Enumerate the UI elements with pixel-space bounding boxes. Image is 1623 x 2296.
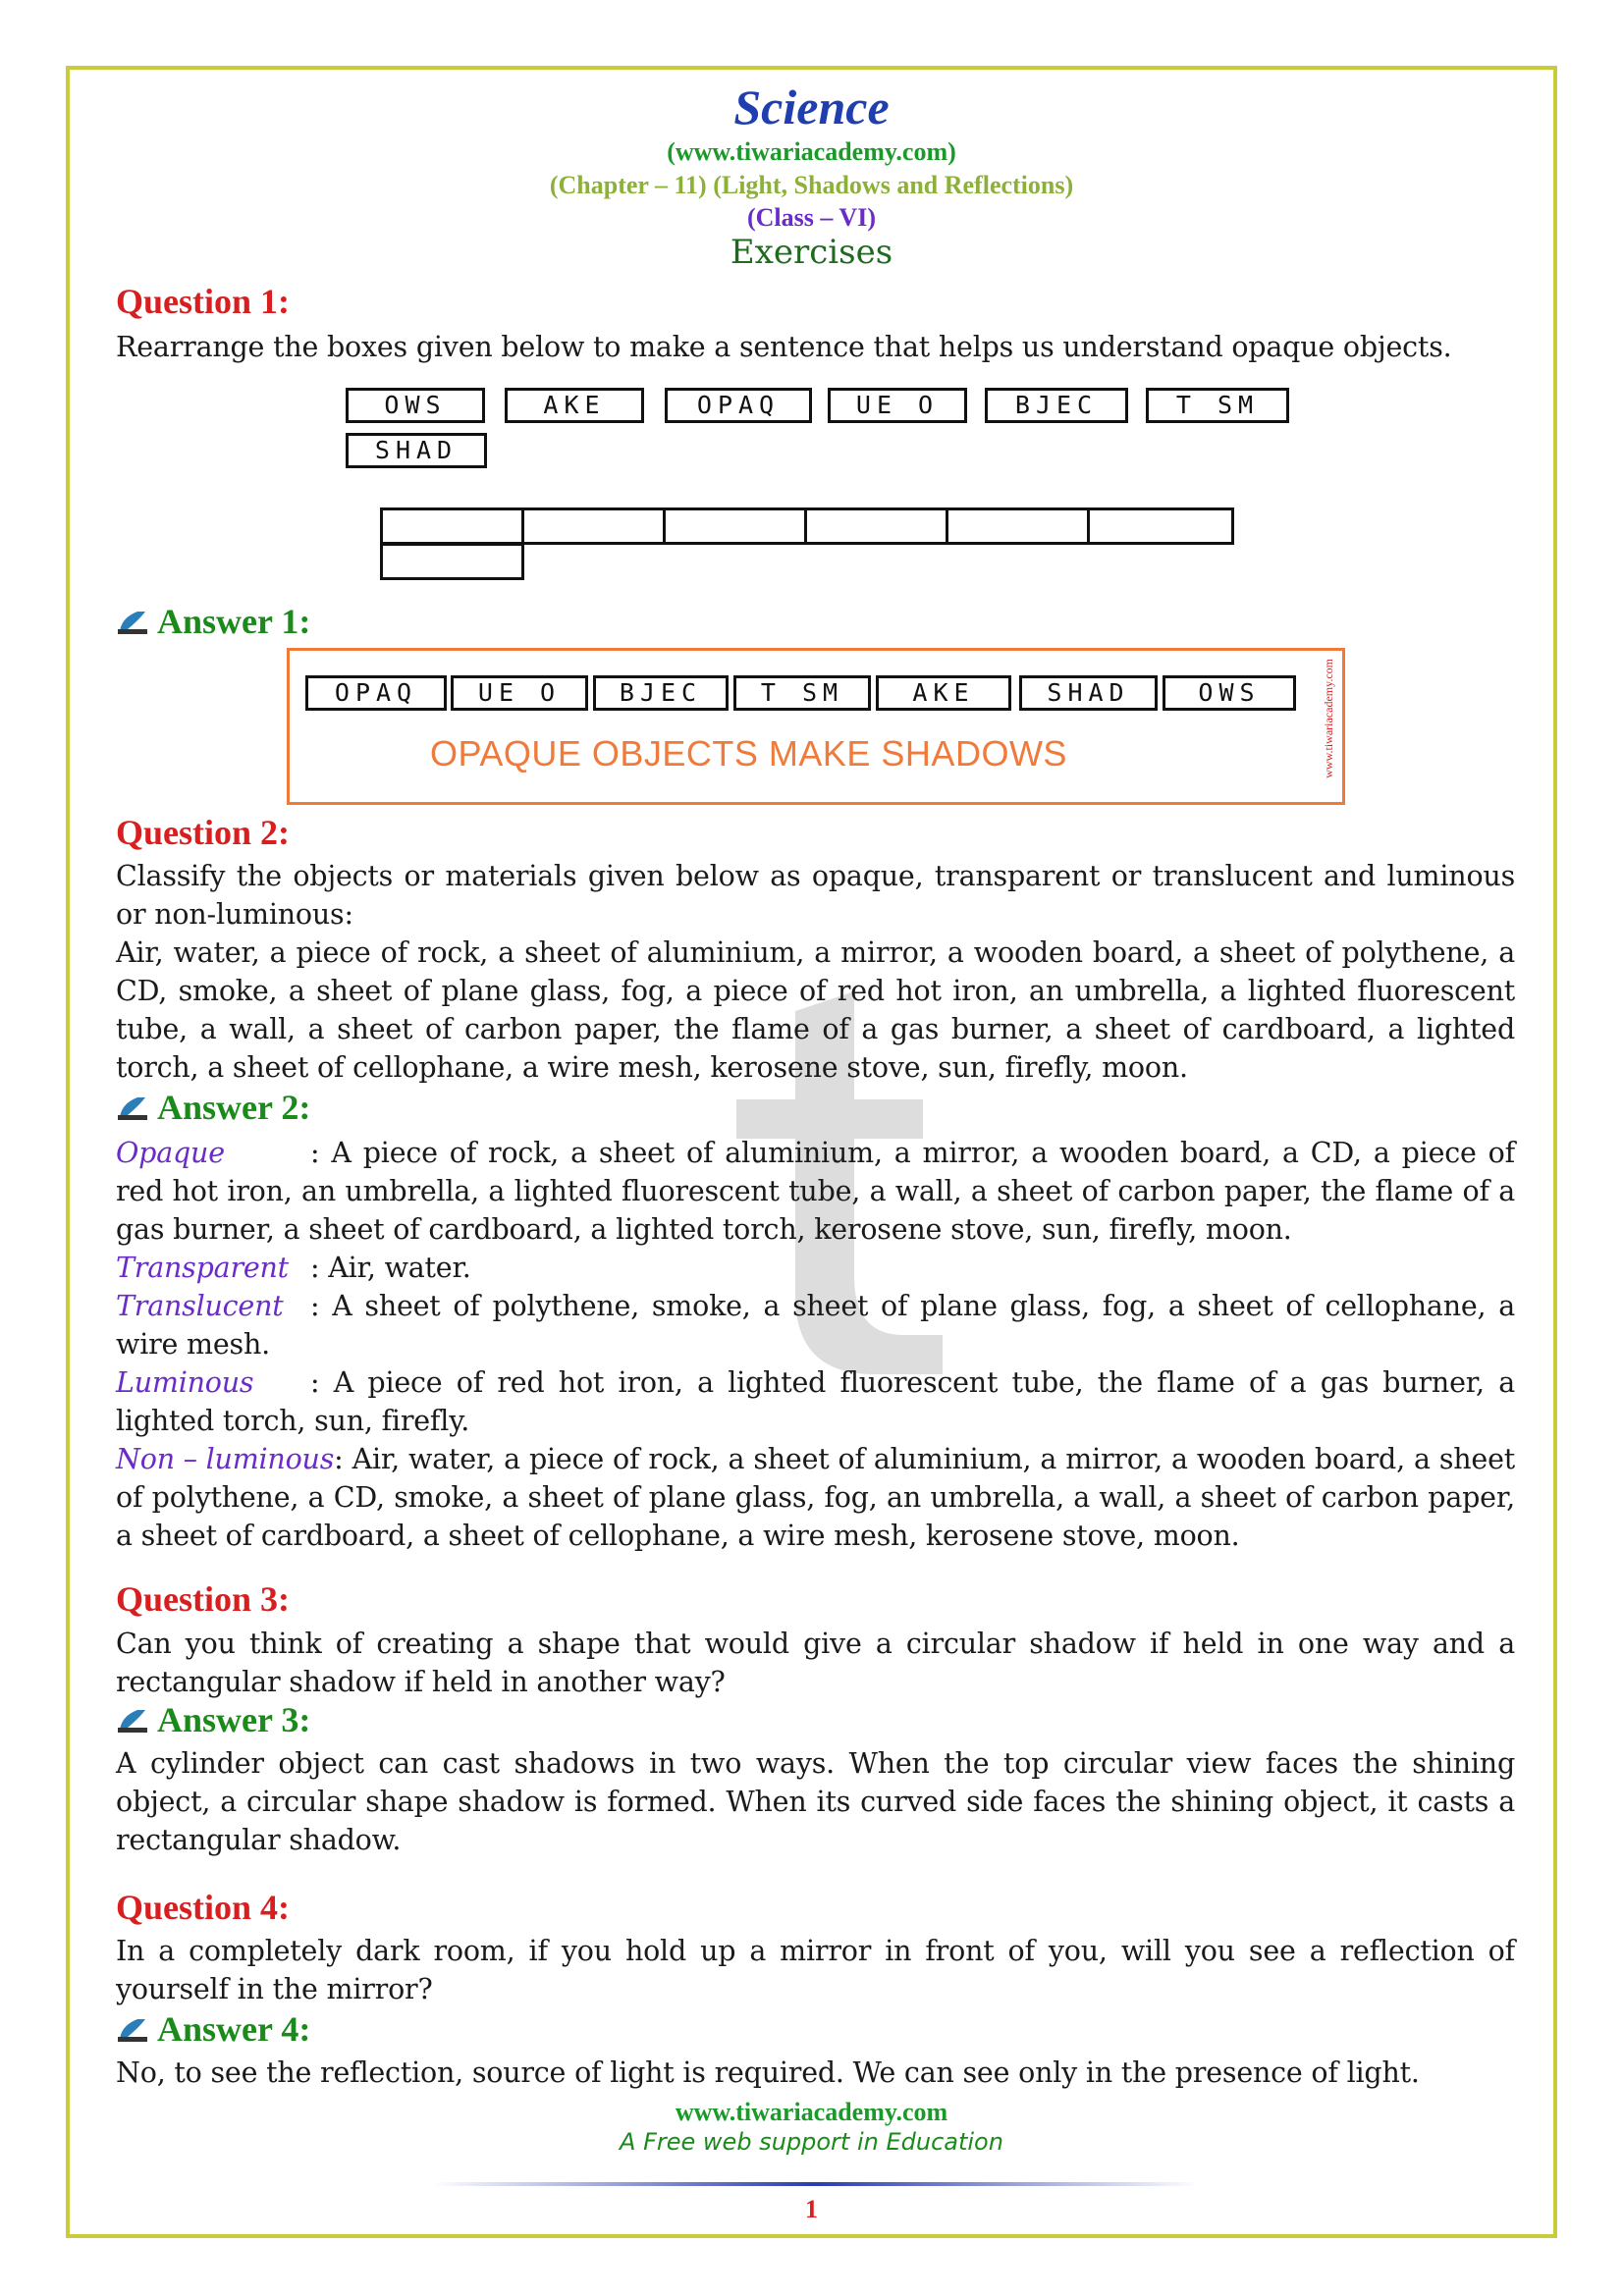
- answer-2-heading: [116, 1087, 1515, 1128]
- footer-tagline: A Free web support in Education: [620, 2128, 1003, 2156]
- word-tile: OPAQ: [665, 388, 812, 423]
- answer-4-heading: [116, 2008, 1515, 2050]
- term-label: Non – luminous: [116, 1443, 335, 1475]
- word-tile: T SM: [733, 675, 871, 711]
- word-tile: UE O: [828, 388, 967, 423]
- question-4-text: In a completely dark room, if you hold up a mirror in front of you, will you see a reflection of yourself in the mirror?: [116, 1935, 1515, 2005]
- term-label: Luminous: [116, 1366, 254, 1399]
- answer-4-label: Answer 4:: [157, 2009, 311, 2049]
- answer-1-box: [287, 648, 1345, 805]
- question-1-text: Rearrange the boxes given below to make a sentence that helps us understand opaque objects.: [116, 331, 1452, 363]
- pen-icon: [116, 608, 151, 635]
- answer-1-label: Answer 1:: [157, 602, 311, 641]
- word-tile: SHAD: [346, 433, 487, 468]
- empty-slot: [663, 507, 807, 545]
- empty-slot: [804, 507, 948, 545]
- classification-row-opaque: [116, 1134, 1515, 1249]
- classification-row-non-luminous: [116, 1440, 1515, 1555]
- term-label: Translucent: [116, 1290, 284, 1322]
- word-tile: OWS: [1163, 675, 1296, 711]
- footer-divider: [432, 2182, 1198, 2186]
- answer-3-label: Answer 3:: [157, 1700, 311, 1739]
- chapter-title: (Chapter – 11) (Light, Shadows and Reflections): [549, 171, 1074, 199]
- answer-sentence: OPAQUE OBJECTS MAKE SHADOWS: [430, 733, 1067, 774]
- word-tile: T SM: [1146, 388, 1289, 423]
- term-text: : Air, water, a piece of rock, a sheet of aluminium, a mirror, a wooden board, a sheet of polythene, a CD, smoke, a sheet of plane glass, fog, an umbrella, a wall, a sheet of carbon paper, a sheet of cardboard, a sheet of cellophane, a wire mesh, kerosene stove, moon.: [116, 1443, 1515, 1552]
- question-2-list: Air, water, a piece of rock, a sheet of aluminium, a mirror, a wooden board, a sheet of polythene, a CD, smoke, a sheet of plane glass, fog, a piece of red hot iron, an umbrella, a lighted fluorescent tube, a wall, a sheet of carbon paper, the flame of a gas burner, a sheet of cardboard, a lighted torch, a sheet of cellophane, a wire mesh, kerosene stove, sun, firefly, moon.: [116, 936, 1515, 1084]
- classification-row-luminous: [116, 1363, 1515, 1440]
- pen-icon: [116, 1094, 151, 1121]
- pen-icon: [116, 1706, 151, 1734]
- section-title: Exercises: [730, 233, 893, 272]
- footer-url[interactable]: www.tiwariacademy.com: [675, 2098, 948, 2126]
- question-3-label: Question 3:: [116, 1579, 291, 1619]
- answer-4-text: No, to see the reflection, source of light is required. We can see only in the presence of light.: [116, 2056, 1420, 2089]
- side-url: www.tiwariacademy.com: [1322, 659, 1335, 778]
- question-2-prompt: Classify the objects or materials given below as opaque, transparent or translucent and luminous or non-luminous:: [116, 860, 1515, 931]
- answer-3-heading: [116, 1699, 1515, 1740]
- word-tile: SHAD: [1019, 675, 1158, 711]
- term-label: Opaque: [116, 1137, 225, 1169]
- question-4-label: Question 4:: [116, 1888, 291, 1927]
- answer-2-label: Answer 2:: [157, 1088, 311, 1127]
- term-label: Transparent: [116, 1252, 289, 1284]
- class-label: (Class – VI): [747, 203, 876, 232]
- term-text: : A sheet of polythene, smoke, a sheet of plane glass, fog, a sheet of cellophane, a wire mesh.: [116, 1290, 1515, 1361]
- page-number: 1: [805, 2195, 818, 2223]
- word-tile: OPAQ: [305, 675, 447, 711]
- empty-slot: [380, 543, 524, 580]
- empty-slot: [521, 507, 666, 545]
- word-tile: AKE: [505, 388, 644, 423]
- empty-slot: [1087, 507, 1234, 545]
- classification-row-translucent: [116, 1287, 1515, 1363]
- question-3-text: Can you think of creating a shape that would give a circular shadow if held in one way and a rectangular shadow if held in another way?: [116, 1628, 1515, 1698]
- answer-1-heading: [116, 601, 1515, 642]
- question-2-label: Question 2:: [116, 813, 291, 852]
- empty-slot: [946, 507, 1090, 545]
- term-text: : A piece of rock, a sheet of aluminium, a mirror, a wooden board, a CD, a piece of red hot iron, an umbrella, a lighted fluorescent tube, a wall, a sheet of carbon paper, the flame of a gas burner, a sheet of cardboard, a lighted torch, kerosene stove, sun, firefly, moon.: [116, 1137, 1515, 1246]
- term-text: : A piece of red hot iron, a lighted fluorescent tube, the flame of a gas burner, a lighted torch, sun, firefly.: [116, 1366, 1515, 1437]
- word-tile: BJEC: [985, 388, 1128, 423]
- page-title: Science: [733, 80, 890, 134]
- pen-icon: [116, 2015, 151, 2043]
- header-url: (www.tiwariacademy.com): [667, 137, 956, 166]
- question-2-text: [116, 857, 1515, 1087]
- word-tile: AKE: [876, 675, 1011, 711]
- word-tile: UE O: [451, 675, 588, 711]
- term-text: : Air, water.: [310, 1252, 471, 1284]
- answer-2-classification: [116, 1134, 1515, 1555]
- classification-row-transparent: [116, 1249, 1515, 1287]
- answer-3-text: A cylinder object can cast shadows in two ways. When the top circular view faces the shining object, a circular shape shadow is formed. When its curved side faces the shining object, it casts a rectangular shadow.: [116, 1747, 1515, 1856]
- word-tile: BJEC: [593, 675, 729, 711]
- empty-slot: [380, 507, 524, 545]
- question-1-label: Question 1:: [116, 282, 291, 321]
- word-tile: OWS: [346, 388, 485, 423]
